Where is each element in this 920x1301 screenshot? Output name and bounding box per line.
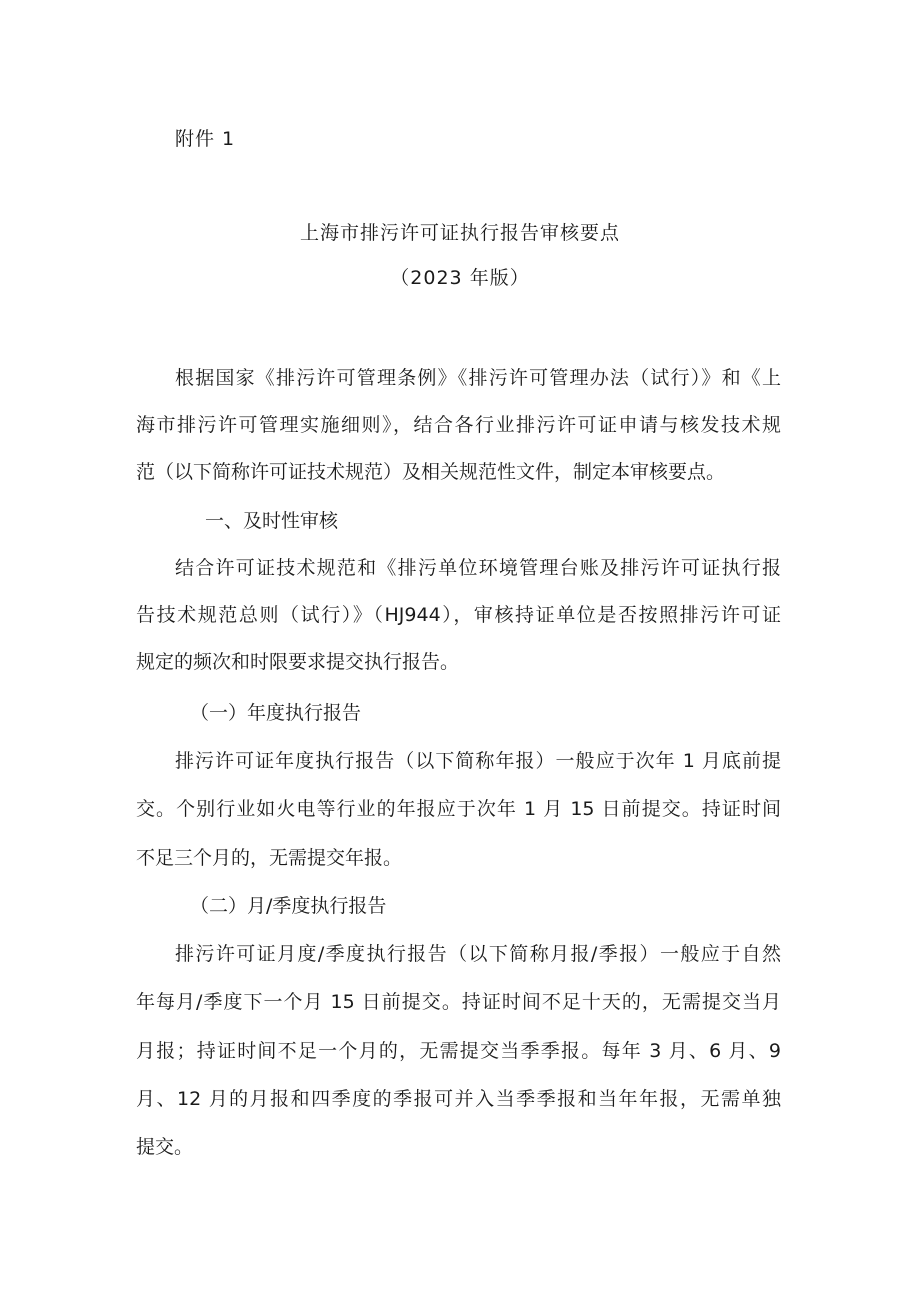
section1-line-1: 结合许可证技术规范和《排污单位环境管理台账及排污许可证执行报 bbox=[175, 557, 781, 579]
intro-line-2: 海市排污许可管理实施细则》，结合各行业排污许可证申请与核发技术规 bbox=[136, 414, 781, 436]
document-title: 上海市排污许可证执行报告审核要点 bbox=[299, 222, 620, 244]
sub2-line-2: 年每月/季度下一个月 15 日前提交。持证时间不足十天的，无需提交当月 bbox=[136, 991, 781, 1013]
intro-line-1: 根据国家《排污许可管理条例》《排污许可管理办法（试行）》和《上 bbox=[175, 367, 781, 389]
sub2-line-4: 月、12 月的月报和四季度的季报可并入当季季报和当年年报，无需单独 bbox=[136, 1088, 781, 1110]
subsection-heading-annual: （一）年度执行报告 bbox=[190, 702, 362, 724]
sub1-line-1: 排污许可证年度执行报告（以下简称年报）一般应于次年 1 月底前提 bbox=[175, 750, 781, 772]
sub1-line-2: 交。个别行业如火电等行业的年报应于次年 1 月 15 日前提交。持证时间 bbox=[136, 798, 781, 820]
attachment-label: 附件 1 bbox=[175, 128, 236, 150]
section1-line-3: 规定的频次和时限要求提交执行报告。 bbox=[136, 651, 460, 673]
subsection-heading-monthly-quarterly: （二）月/季度执行报告 bbox=[190, 895, 387, 917]
sub2-line-3: 月报；持证时间不足一个月的，无需提交当季季报。每年 3 月、6 月、9 bbox=[136, 1040, 781, 1062]
sub1-line-3: 不足三个月的，无需提交年报。 bbox=[136, 847, 403, 869]
sub2-line-5: 提交。 bbox=[136, 1136, 194, 1158]
section-heading-timeliness: 一、及时性审核 bbox=[205, 510, 339, 532]
intro-line-3: 范（以下简称许可证技术规范）及相关规范性文件，制定本审核要点。 bbox=[136, 461, 726, 483]
document-subtitle: （2023 年版） bbox=[390, 267, 530, 289]
section1-line-2: 告技术规范总则（试行）》（HJ944），审核持证单位是否按照排污许可证 bbox=[136, 604, 781, 626]
sub2-line-1: 排污许可证月度/季度执行报告（以下简称月报/季报）一般应于自然 bbox=[175, 943, 781, 965]
